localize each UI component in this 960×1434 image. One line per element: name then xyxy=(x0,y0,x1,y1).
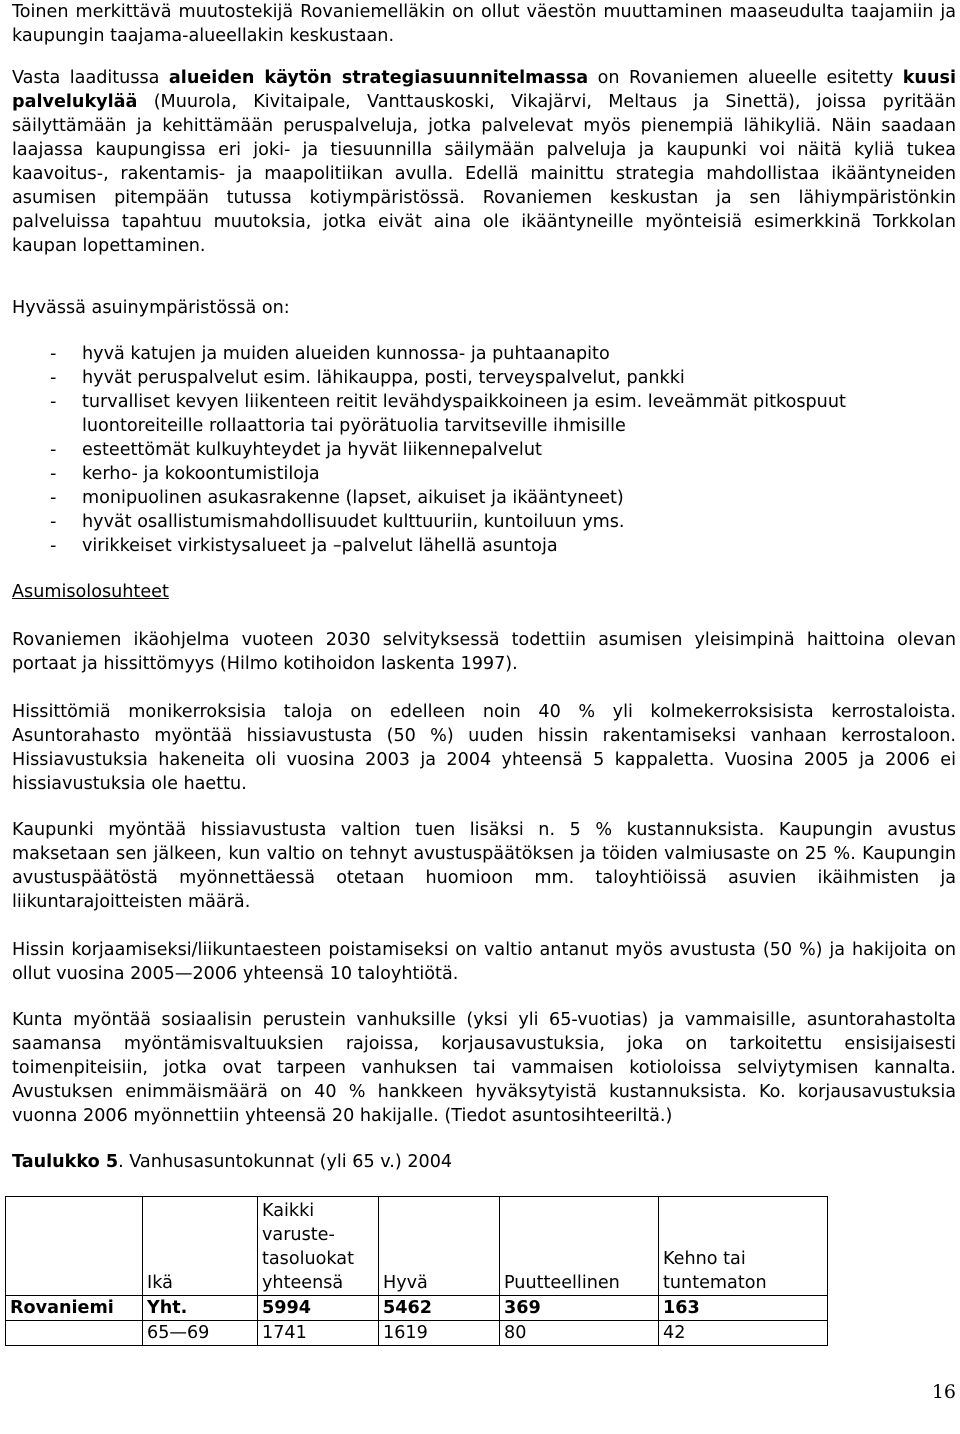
list-item xyxy=(12,486,956,510)
table-cell: 369 xyxy=(500,1296,659,1321)
strategy-rest: (Muurola, Kivitaipale, Vanttauskoski, Vikajärvi, Meltaus ja Sinettä), joissa pyritään säilyttämään ja kehittämään peruspalveluja, jotka palvelevat myös pienempiä lähikyliä. Näin saadaan laajassa kaupungissa eri joki- ja tiesuunnilla säilymään palveluja ja kaupunki voi näitä kyliä tukea kaavoitus-, rakentamis- ja maapolitiikan avulla. Edellä mainittu strategia mahdollistaa ikääntyneiden asumisen pitempään tutussa kotiympäristössä. Rovaniemen keskustan ja sen lähiympäristönkin palveluissa tapahtuu muutoksia, jotka eivät aina ole ikääntyneille myönteisiä esimerkkinä Torkkolan kaupan lopettaminen. xyxy=(12,92,956,256)
table-caption xyxy=(12,1150,452,1174)
header-cell-age: Ikä xyxy=(143,1197,258,1296)
list-item-text: kerho- ja kokoontumistiloja xyxy=(82,464,320,484)
table-cell: 65—69 xyxy=(143,1321,258,1346)
list-item-text: monipuolinen asukasrakenne (lapset, aikuiset ja ikääntyneet) xyxy=(82,488,624,508)
list-item xyxy=(12,342,956,366)
paragraph-3: Kaupunki myöntää hissiavustusta valtion tuen lisäksi n. 5 % kustannuksista. Kaupungin avustus maksetaan sen jälkeen, kun valtio on tehnyt avustuspäätöksen ja töiden valmiusaste on 25 %. Kaupungin avustuspäätöstä myönnettäessä otetaan huomioon mm. taloyhtiöissä asuvien ikäihmisten ja liikuntarajoitteisten määrä. xyxy=(12,820,956,912)
list-item xyxy=(12,438,956,462)
table-cell: 1741 xyxy=(258,1321,379,1346)
page-number: 16 xyxy=(931,1381,956,1403)
header-cell-deficient: Puutteellinen xyxy=(500,1197,659,1296)
section-heading: Asumisolosuhteet xyxy=(12,582,169,602)
table-cell: 5462 xyxy=(379,1296,500,1321)
list-item-text: hyvät peruspalvelut esim. lähikauppa, posti, terveyspalvelut, pankki xyxy=(82,368,685,388)
list-dash: - xyxy=(50,344,57,364)
list-item-text: virikkeiset virkistysalueet ja –palvelut lähellä asuntoja xyxy=(82,536,558,556)
list-dash: - xyxy=(50,368,57,388)
table-cell xyxy=(6,1321,143,1346)
strategy-paragraph xyxy=(12,66,956,258)
paragraph-4: Hissin korjaamiseksi/liikuntaesteen poistamiseksi on valtio antanut myös avustusta (50 %) ja hakijoita on ollut vuosina 2005—2006 yhteensä 10 taloyhtiötä. xyxy=(12,940,956,984)
table-cell: 1619 xyxy=(379,1321,500,1346)
environment-list xyxy=(12,342,956,558)
table-cell: 163 xyxy=(659,1296,828,1321)
header-cell-all-levels: Kaikki varuste-tasoluokat yhteensä xyxy=(258,1197,379,1296)
list-item-text: esteettömät kulkuyhteydet ja hyvät liikennepalvelut xyxy=(82,440,542,460)
paragraph-5: Kunta myöntää sosiaalisin perustein vanhuksille (yksi yli 65-vuotias) ja vammaisille, asuntorahastolta saamansa myöntämisvaltuuksien rajoissa, korjausavustuksia, joka on tarkoitettu ensisijaisesti toimenpiteisiin, jotka ovat tarpeen vanhuksen tai vammaisen kotioloissa selviytymisen kannalta. Avustuksen enimmäismäärä on 40 % hankkeen hyväksytyistä kustannuksista. Ko. korjausavustuksia vuonna 2006 myönnettiin yhteensä 20 hakijalle. (Tiedot asuntosihteeriltä.) xyxy=(12,1010,956,1126)
table-header-row xyxy=(6,1197,828,1296)
list-item xyxy=(12,462,956,486)
list-item-text: hyvät osallistumismahdollisuudet kulttuuriin, kuntoiluun yms. xyxy=(82,512,625,532)
header-cell-poor-unknown: Kehno tai tuntematon xyxy=(659,1197,828,1296)
table-caption-text: . Vanhusasuntokunnat (yli 65 v.) 2004 xyxy=(118,1152,453,1172)
table-cell: 5994 xyxy=(258,1296,379,1321)
list-item xyxy=(12,366,956,390)
list-item-text: turvalliset kevyen liikenteen reitit levähdyspaikkoineen ja esim. leveämmät pitkospuut luontoreiteille rollaattoria tai pyörätuolia tarvitseville ihmisille xyxy=(82,392,846,436)
header-cell-empty xyxy=(6,1197,143,1296)
table-caption-label: Taulukko 5 xyxy=(12,1152,119,1172)
list-intro: Hyvässä asuinympäristössä on: xyxy=(12,298,290,318)
list-item-text: hyvä katujen ja muiden alueiden kunnossa- ja puhtaanapito xyxy=(82,344,610,364)
list-dash: - xyxy=(50,392,57,412)
strategy-pre: Vasta laaditussa xyxy=(12,68,169,88)
strategy-mid: on Rovaniemen alueelle esitetty xyxy=(588,68,903,88)
paragraph-2: Hissittömiä monikerroksisia taloja on edelleen noin 40 % yli kolmekerroksisista kerrostaloista. Asuntorahasto myöntää hissiavustusta (50 %) uuden hissin rakentamiseksi vanhaan kerrostaloon. Hissiavustuksia hakeneita oli vuosina 2003 ja 2004 yhteensä 5 kappaletta. Vuosina 2005 ja 2006 ei hissiavustuksia ole haettu. xyxy=(12,702,956,794)
list-dash: - xyxy=(50,488,57,508)
table-row xyxy=(6,1321,828,1346)
list-item xyxy=(12,534,956,558)
list-dash: - xyxy=(50,440,57,460)
table-cell: Rovaniemi xyxy=(6,1296,143,1321)
list-dash: - xyxy=(50,464,57,484)
table-cell: 42 xyxy=(659,1321,828,1346)
list-item xyxy=(12,510,956,534)
list-dash: - xyxy=(50,536,57,556)
list-item xyxy=(12,390,956,438)
strategy-bold-2: kuusi palvelukylää xyxy=(12,68,956,112)
header-cell-good: Hyvä xyxy=(379,1197,500,1296)
table-cell: Yht. xyxy=(143,1296,258,1321)
paragraph-1: Rovaniemen ikäohjelma vuoteen 2030 selvityksessä todettiin asumisen yleisimpinä haittoina olevan portaat ja hissittömyys (Hilmo kotihoidon laskenta 1997). xyxy=(12,630,956,674)
strategy-bold-1: alueiden käytön strategiasuunnitelmassa xyxy=(168,68,589,88)
table-cell: 80 xyxy=(500,1321,659,1346)
data-table xyxy=(5,1196,828,1346)
list-dash: - xyxy=(50,512,57,532)
table-row xyxy=(6,1296,828,1321)
intro-paragraph: Toinen merkittävä muutostekijä Rovaniemelläkin on ollut väestön muuttaminen maaseudulta taajamiin ja kaupungin taajama-alueellakin keskustaan. xyxy=(12,2,956,46)
